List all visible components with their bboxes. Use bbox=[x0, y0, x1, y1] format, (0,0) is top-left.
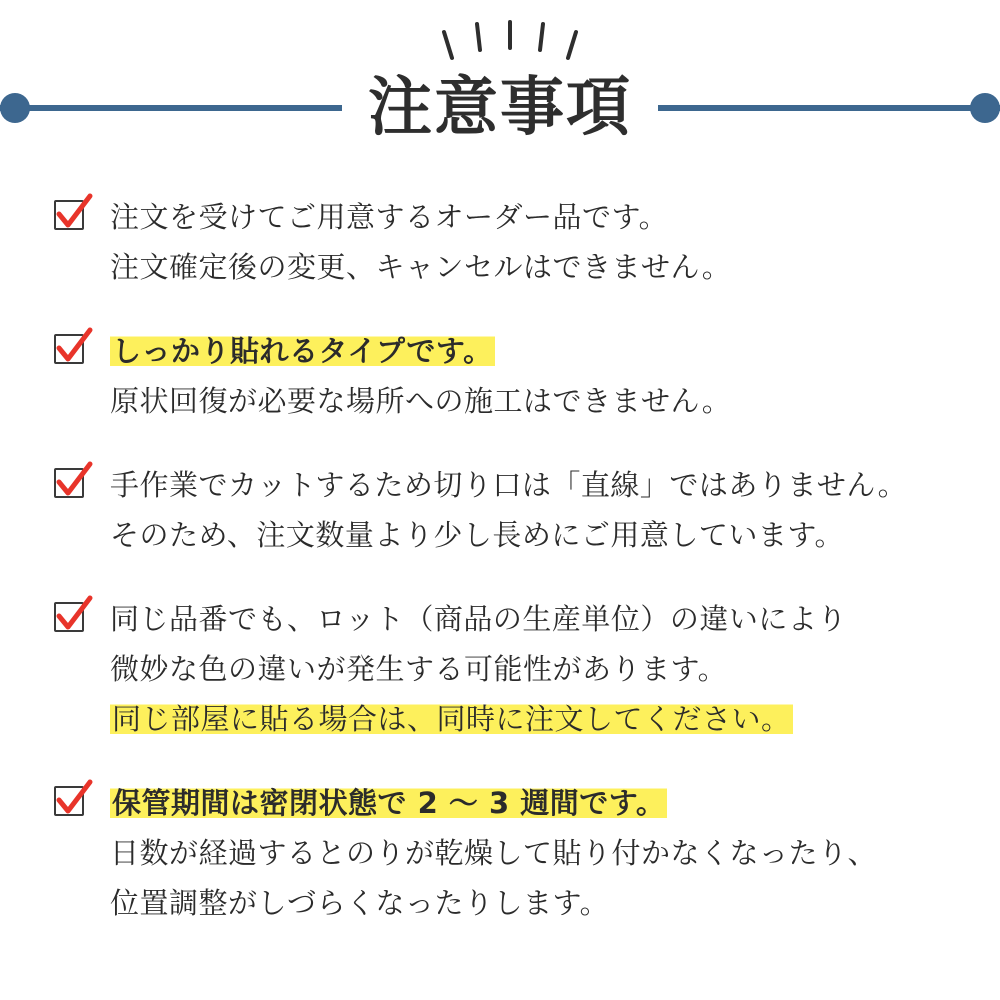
note-line: 同じ品番でも、ロット（商品の生産単位）の違いにより bbox=[110, 602, 847, 636]
note-text-block bbox=[92, 192, 960, 292]
page-title: 注意事項 bbox=[368, 71, 632, 145]
check-mark bbox=[52, 780, 96, 824]
note-text-block bbox=[92, 778, 960, 928]
note-text-block bbox=[92, 594, 960, 744]
list-item bbox=[52, 460, 960, 560]
checkbox-checked-icon bbox=[52, 780, 92, 820]
note-line-highlighted: 保管期間は密閉状態で 2 〜 3 週間です。 bbox=[112, 786, 666, 820]
checkbox-checked-icon bbox=[52, 328, 92, 368]
check-mark bbox=[52, 596, 96, 640]
list-item bbox=[52, 192, 960, 292]
list-item bbox=[52, 326, 960, 426]
note-line-highlighted: しっかり貼れるタイプです。 bbox=[112, 334, 493, 368]
note-line: そのため、注文数量より少し長めにご用意しています。 bbox=[110, 518, 845, 552]
note-line: 位置調整がしづらくなったりします。 bbox=[110, 886, 610, 920]
check-mark bbox=[52, 462, 96, 506]
rule-dot-left bbox=[0, 93, 30, 123]
note-text-block bbox=[92, 460, 960, 560]
page-header bbox=[0, 0, 1000, 170]
list-item bbox=[52, 594, 960, 744]
notes-list bbox=[0, 192, 1000, 928]
sparkle-lines-decoration bbox=[0, 18, 1000, 68]
check-mark bbox=[52, 328, 96, 372]
title-rule-right bbox=[658, 105, 1000, 111]
rule-dot-right bbox=[970, 93, 1000, 123]
note-line: 日数が経過するとのりが乾燥して貼り付かなくなったり、 bbox=[110, 836, 878, 870]
note-line: 微妙な色の違いが発生する可能性があります。 bbox=[110, 652, 728, 686]
title-row bbox=[0, 62, 1000, 154]
list-item bbox=[52, 778, 960, 928]
note-line: 注文確定後の変更、キャンセルはできません。 bbox=[110, 250, 732, 284]
checkbox-checked-icon bbox=[52, 462, 92, 502]
note-text-block bbox=[92, 326, 960, 426]
note-line-highlighted: 同じ部屋に貼る場合は、同時に注文してください。 bbox=[112, 702, 791, 736]
title-rule-left bbox=[0, 105, 342, 111]
note-line: 注文を受けてご用意するオーダー品です。 bbox=[110, 200, 669, 234]
check-mark bbox=[52, 194, 96, 238]
checkbox-checked-icon bbox=[52, 194, 92, 234]
checkbox-checked-icon bbox=[52, 596, 92, 636]
note-line: 原状回復が必要な場所への施工はできません。 bbox=[110, 384, 732, 418]
note-line: 手作業でカットするため切り口は「直線」ではありません。 bbox=[110, 468, 908, 502]
